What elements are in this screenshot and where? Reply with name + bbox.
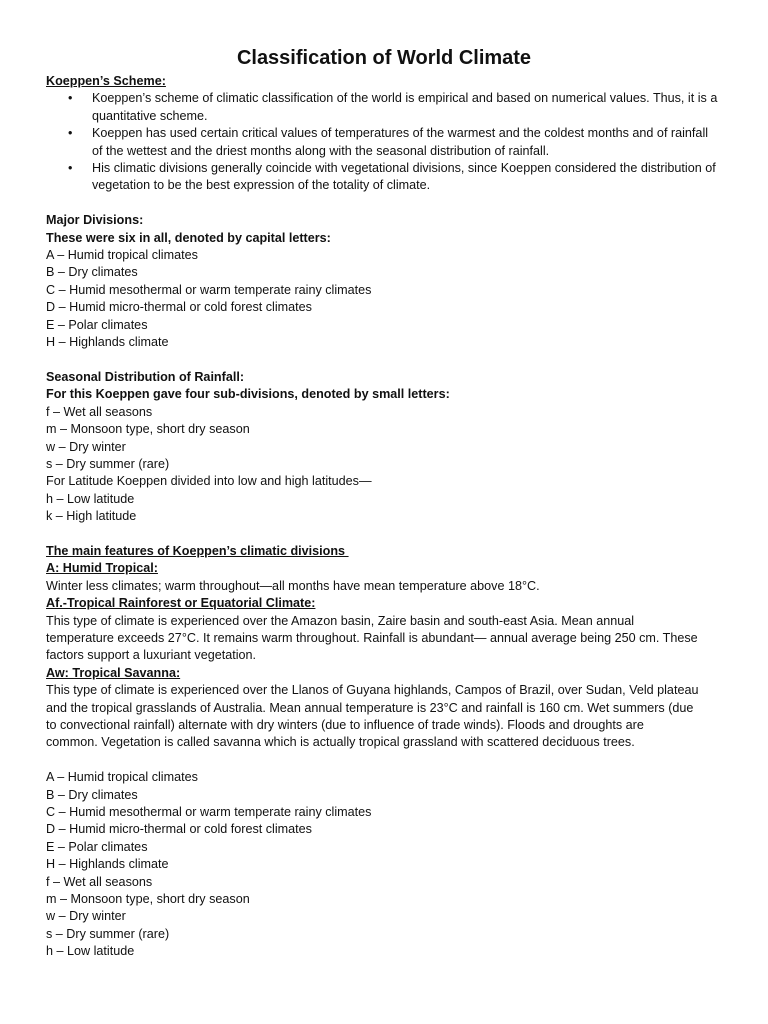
- major-division-item: E – Polar climates: [46, 317, 148, 332]
- summary-item: s – Dry summer (rare): [46, 926, 170, 941]
- seasonal-item: f – Wet all seasons: [46, 404, 153, 419]
- page-title: Classification of World Climate: [236, 47, 532, 69]
- major-division-item: B – Dry climates: [46, 265, 138, 280]
- seasonal-item: h – Low latitude: [46, 491, 135, 506]
- spacer: [46, 752, 722, 769]
- koeppen-bullet-list: [46, 90, 722, 194]
- koeppen-bullet: [46, 90, 722, 125]
- humid-tropical-text: Winter less climates; warm throughout—all months have mean temperature above 18°C.: [46, 578, 540, 593]
- koeppen-bullet-text: His climatic divisions generally coincide with vegetational divisions, since Koeppen considered the distribution of vegetation to be the best expression of the totality of climate.: [92, 161, 716, 193]
- major-division-item: A – Humid tropical climates: [46, 248, 198, 263]
- seasonal-item: For Latitude Koeppen divided into low and high latitudes—: [46, 474, 372, 489]
- summary-item: A – Humid tropical climates: [46, 770, 198, 785]
- bullet-icon: •: [68, 126, 73, 141]
- spacer: [46, 195, 722, 212]
- aw-heading: Aw: Tropical Savanna:: [46, 665, 181, 680]
- seasonal-item: m – Monsoon type, short dry season: [46, 422, 250, 437]
- koeppen-bullet: [46, 125, 722, 160]
- bullet-icon: •: [68, 91, 73, 106]
- seasonal-subheading: For this Koeppen gave four sub-divisions, denoted by small letters:: [46, 387, 450, 402]
- seasonal-heading: Seasonal Distribution of Rainfall:: [46, 369, 245, 384]
- aw-text-line: This type of climate is experienced over the Llanos of Guyana highlands, Campos of Brazil, over Sudan, Veld plateau: [46, 683, 699, 698]
- koeppen-heading: Koeppen’s Scheme:: [46, 74, 166, 88]
- summary-item: E – Polar climates: [46, 839, 148, 854]
- summary-item: f – Wet all seasons: [46, 874, 153, 889]
- major-division-item: C – Humid mesothermal or warm temperate rainy climates: [46, 282, 372, 297]
- summary-item: C – Humid mesothermal or warm temperate rainy climates: [46, 805, 372, 819]
- af-heading: Af.-Tropical Rainforest or Equatorial Climate:: [46, 596, 316, 611]
- aw-text-line: and the tropical grasslands of Australia. Mean annual temperature is 23°C and rainfall is 160 cm. Wet summers (due: [46, 700, 694, 715]
- humid-tropical-heading: A: Humid Tropical:: [46, 561, 158, 576]
- seasonal-item: s – Dry summer (rare): [46, 456, 170, 471]
- af-text-line: temperature exceeds 27°C. It remains warm throughout. Rainfall is abundant— annual average being 250 cm. These: [46, 630, 698, 645]
- spacer: [46, 526, 722, 543]
- koeppen-bullet-text: Koeppen’s scheme of climatic classification of the world is empirical and based on numerical values. Thus, it is a quantitative scheme.: [92, 91, 718, 123]
- major-divisions-heading: Major Divisions:: [46, 213, 144, 228]
- summary-item: D – Humid micro-thermal or cold forest climates: [46, 822, 312, 837]
- aw-text-line: to convectional rainfall) alternate with dry winters (due to influence of trade winds). Floods and droughts are: [46, 717, 644, 732]
- af-text-line: This type of climate is experienced over the Amazon basin, Zaire basin and south-east Asia. Mean annual: [46, 613, 635, 628]
- seasonal-item: k – High latitude: [46, 509, 137, 524]
- summary-item: B – Dry climates: [46, 787, 138, 802]
- features-heading: The main features of Koeppen’s climatic divisions: [46, 543, 349, 558]
- summary-item: m – Monsoon type, short dry season: [46, 892, 250, 907]
- koeppen-bullet-text: Koeppen has used certain critical values of temperatures of the warmest and the coldest months and of rainfall of the wettest and the driest months along with the seasonal distribution of rainfall.: [92, 126, 709, 158]
- major-division-item: H – Highlands climate: [46, 335, 169, 350]
- bullet-icon: •: [68, 161, 73, 176]
- summary-item: w – Dry winter: [46, 909, 126, 924]
- spacer: [46, 351, 722, 368]
- major-division-item: D – Humid micro-thermal or cold forest climates: [46, 300, 312, 315]
- af-text-line: factors support a luxuriant vegetation.: [46, 648, 257, 663]
- major-divisions-subheading: These were six in all, denoted by capital letters:: [46, 230, 331, 245]
- seasonal-item: w – Dry winter: [46, 439, 126, 454]
- koeppen-bullet: [46, 160, 722, 195]
- summary-item: H – Highlands climate: [46, 857, 169, 872]
- aw-text-line: common. Vegetation is called savanna which is actually tropical grassland with scattered deciduous trees.: [46, 735, 635, 750]
- summary-item: h – Low latitude: [46, 944, 135, 959]
